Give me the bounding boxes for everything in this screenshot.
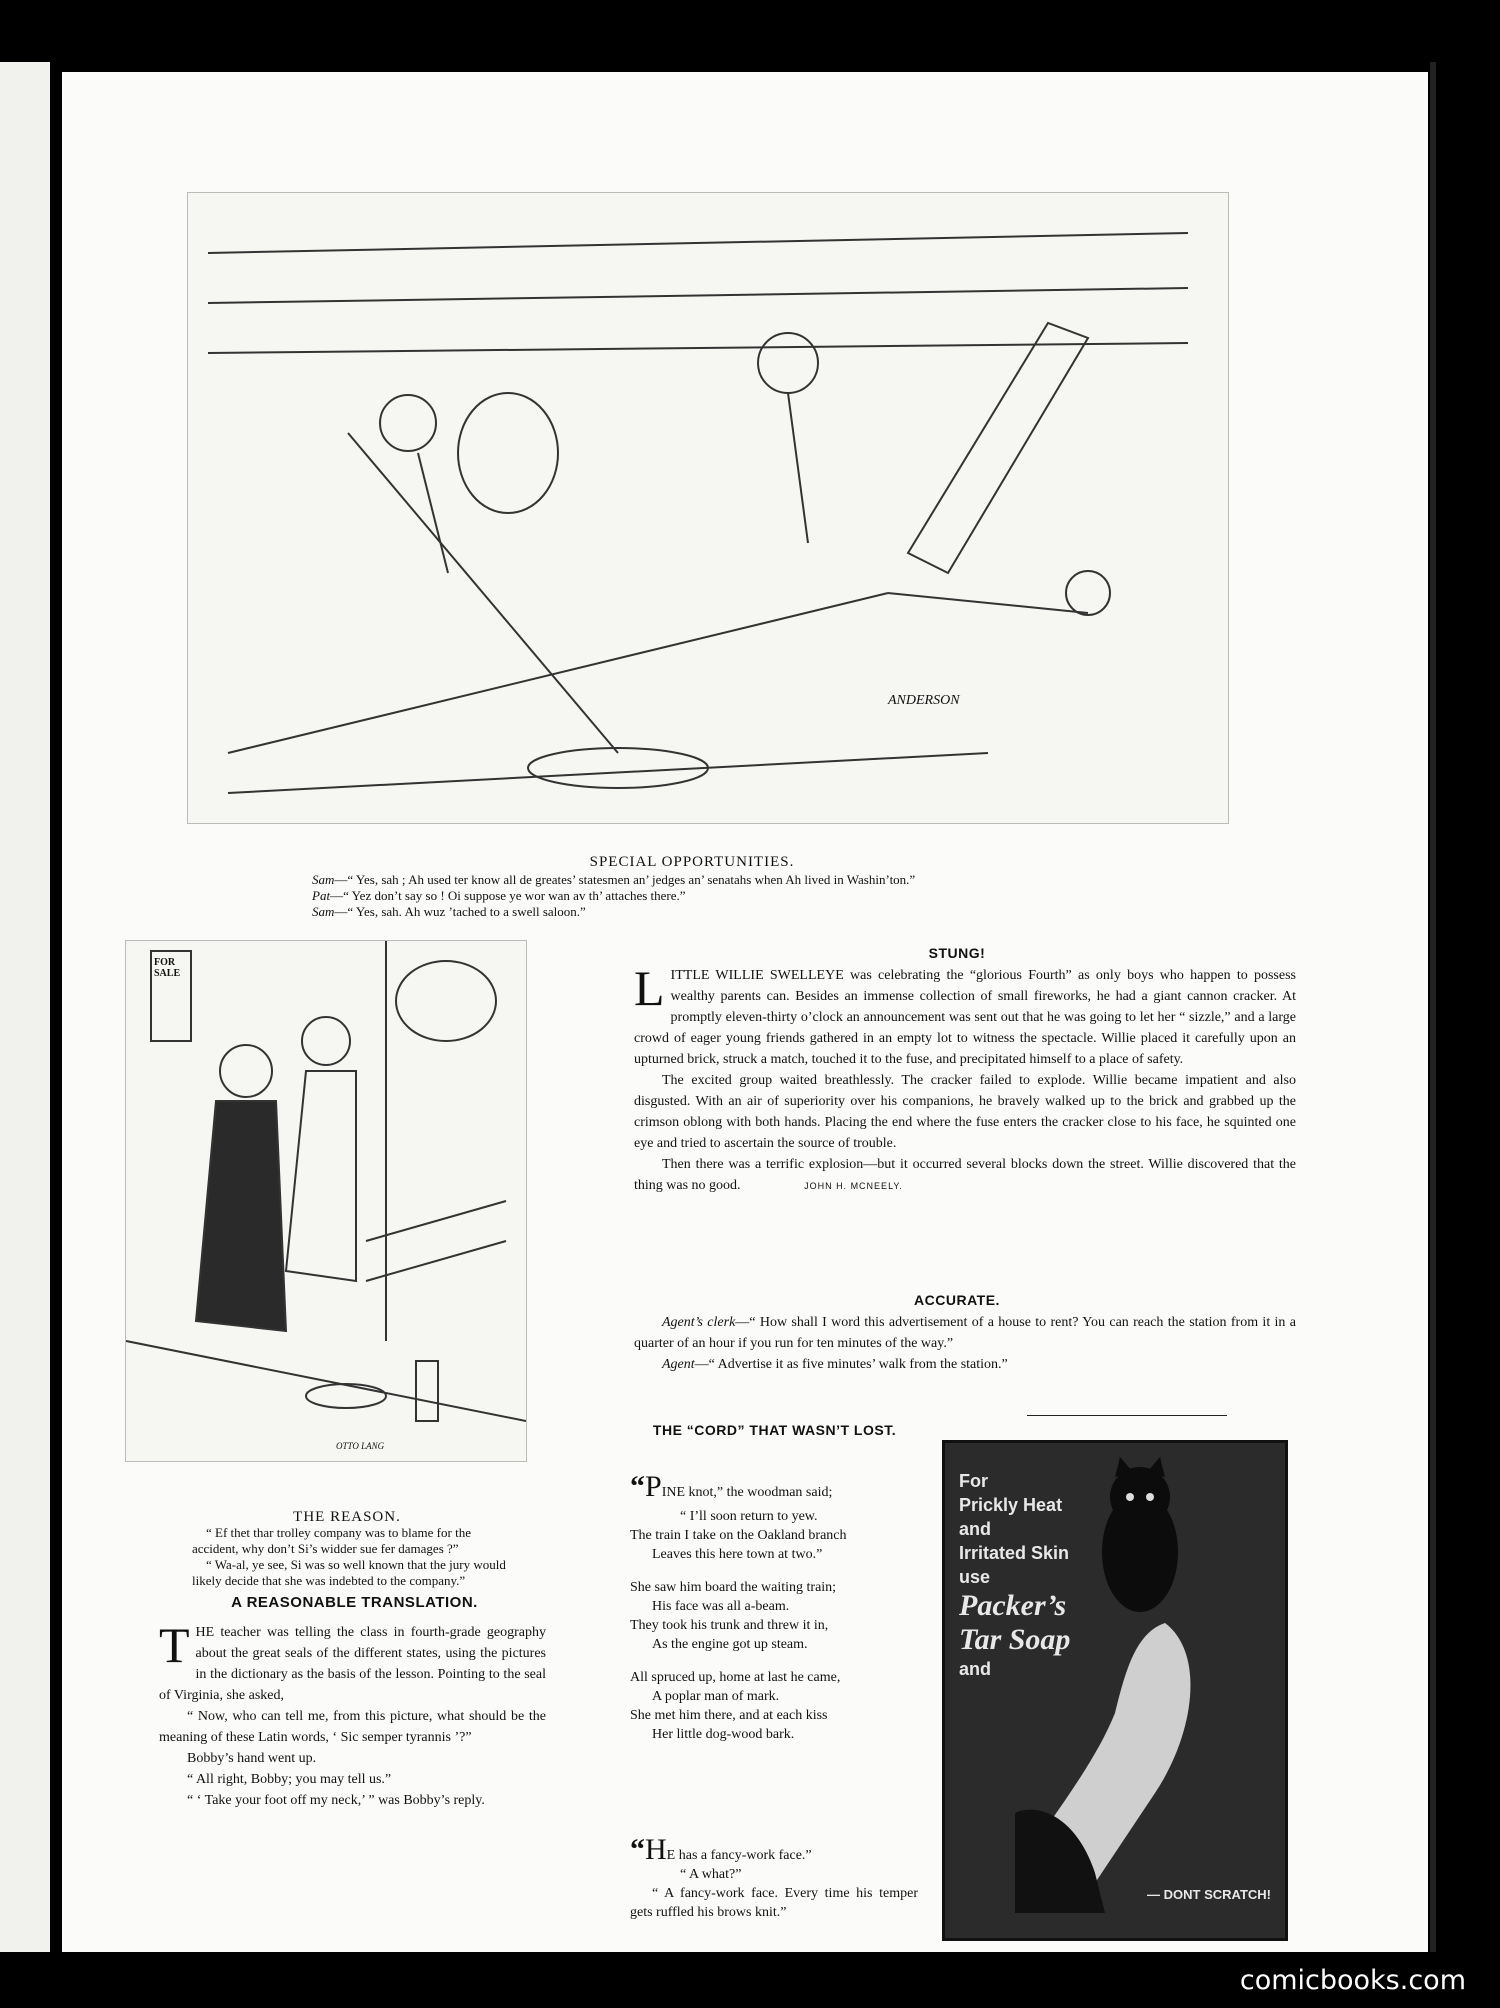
divider-rule <box>1027 1415 1227 1416</box>
cartoon1-signature: ANDERSON <box>888 693 960 708</box>
accurate-heading: ACCURATE. <box>914 1292 1000 1308</box>
for-sale-sign: FOR SALE <box>154 957 181 979</box>
dialog-line: “ Ef thet thar trolley company was to blame for the accident, why don’t Si’s widder sue fer damages ?” <box>192 1525 471 1556</box>
ad-copy: For Prickly Heat and Irritated Skin use Packer’s Tar Soap and <box>959 1471 1071 1679</box>
poem-stanza: All spruced up, home at last he came, A poplar man of mark. She met him there, and at each kiss Her little dog-wood bark. <box>630 1670 841 1742</box>
ad-footer: — DONT SCRATCH! <box>1147 1887 1271 1902</box>
kitten-icon <box>1095 1457 1185 1617</box>
cord-poem <box>630 1467 930 1758</box>
cartoon-the-reason <box>125 940 527 1462</box>
ad-brand: Packer’s <box>959 1589 1067 1622</box>
cord-heading: THE “CORD” THAT WASN’T LOST. <box>652 1422 897 1438</box>
cartoon1-dialog <box>312 872 1152 920</box>
cartoon2-dialog <box>192 1525 517 1589</box>
dropcap: L <box>634 960 665 1016</box>
accurate-article: Agent’s clerk—“ How shall I word this advertisement of a house to rent? You can reach the station from it in a quarter of an hour if you run for ten minutes of the way.” Agent—“ Advertise it as five minutes’ walk from the station.” <box>634 1315 1296 1372</box>
cartoon2-signature: OTTO LANG <box>336 1441 385 1451</box>
stung-article: LITTLE WILLIE SWELLEYE was celebrating the “glorious Fourth” as only boys who happen to possess wealthy parents can. Besides an immense collection of small fireworks, he had a giant cannon cracker. At promptly eleven-thirty o’clock an announcement was sent out that he was going to let her “ sizzle,” and a large crowd of eager young friends gathered in an empty lot to witness the spectacle. Willie placed it carefully upon an upturned brick, struck a match, touched it to the fuse, and precipitated himself to a place of safety. The excited group waited breathlessly. The cracker failed to explode. Willie became impatient and also disgusted. With an air of superiority over his companions, he bravely walked up to the brick and grabbed up the crimson oblong with both hands. Placing the end where the fuse enters the cracker close to his face, he squinted one eye and tried to ascertain the source of trouble. Then there was a terrific explosion—but it occurred several blocks down the street. Willie discovered that the thing was no good. JOHN H. MCNEELY. <box>634 960 1296 1193</box>
cartoon-illustration <box>188 193 1228 823</box>
cartoon2-title: THE REASON. <box>293 1509 401 1525</box>
fancy-article: “HE has a fancy-work face.” “ A what?” “ A fancy-work face. Every time his temper gets ruffled his brows knit.” <box>630 1833 918 1920</box>
cartoon-special-opportunities <box>187 192 1229 824</box>
dialog-line: Sam—“ Yes, sah ; Ah used ter know all de greates’ statesmen an’ jedges an’ senatahs when Ah lived in Washin’ton.” <box>312 872 916 887</box>
stung-author: JOHN H. MCNEELY. <box>804 1181 903 1191</box>
site-watermark: comicbooks.com <box>1239 1965 1466 1996</box>
page-binding-edge <box>1430 62 1436 1952</box>
stung-heading: STUNG! <box>928 945 986 961</box>
poem-stanza: She saw him board the waiting train; His face was all a-beam. They took his trunk and threw it in, As the engine got up steam. <box>630 1580 837 1652</box>
dialog-line: Pat—“ Yez don’t say so ! Oi suppose ye wor wan av th’ attaches there.” <box>312 888 686 903</box>
adjacent-page-edge <box>0 62 50 1952</box>
ad-brand: Tar Soap <box>959 1623 1071 1656</box>
translation-article: THE teacher was telling the class in fourth-grade geography about the great seals of the different states, using the pictures in the dictionary as the basis of the lesson. Pointing to the seal of Virginia, she asked, “ Now, who can tell me, from this picture, what should be the meaning of these Latin words, ‘ Sic semper tyrannis ’?” Bobby’s hand went up. “ All right, Bobby; you may tell us.” “ ‘ Take your foot off my neck,’ ” was Bobby’s reply. <box>159 1617 546 1808</box>
magazine-page <box>62 72 1428 1952</box>
cartoon1-title: SPECIAL OPPORTUNITIES. <box>589 854 795 870</box>
translation-heading: A REASONABLE TRANSLATION. <box>231 1594 478 1611</box>
dialog-line: Sam—“ Yes, sah. Ah wuz ’tached to a swell saloon.” <box>312 904 586 919</box>
poem-stanza: “PINE knot,” the woodman said; “ I’ll soon return to yew. The train I take on the Oakland branch Leaves this here town at two.” <box>630 1470 847 1562</box>
dropcap: T <box>159 1617 190 1673</box>
dialog-line: “ Wa-al, ye see, Si was so well known that the jury would likely decide that she was indebted to the company.” <box>192 1557 506 1588</box>
packers-tar-soap-ad <box>942 1440 1288 1941</box>
cartoon-illustration <box>126 941 526 1461</box>
